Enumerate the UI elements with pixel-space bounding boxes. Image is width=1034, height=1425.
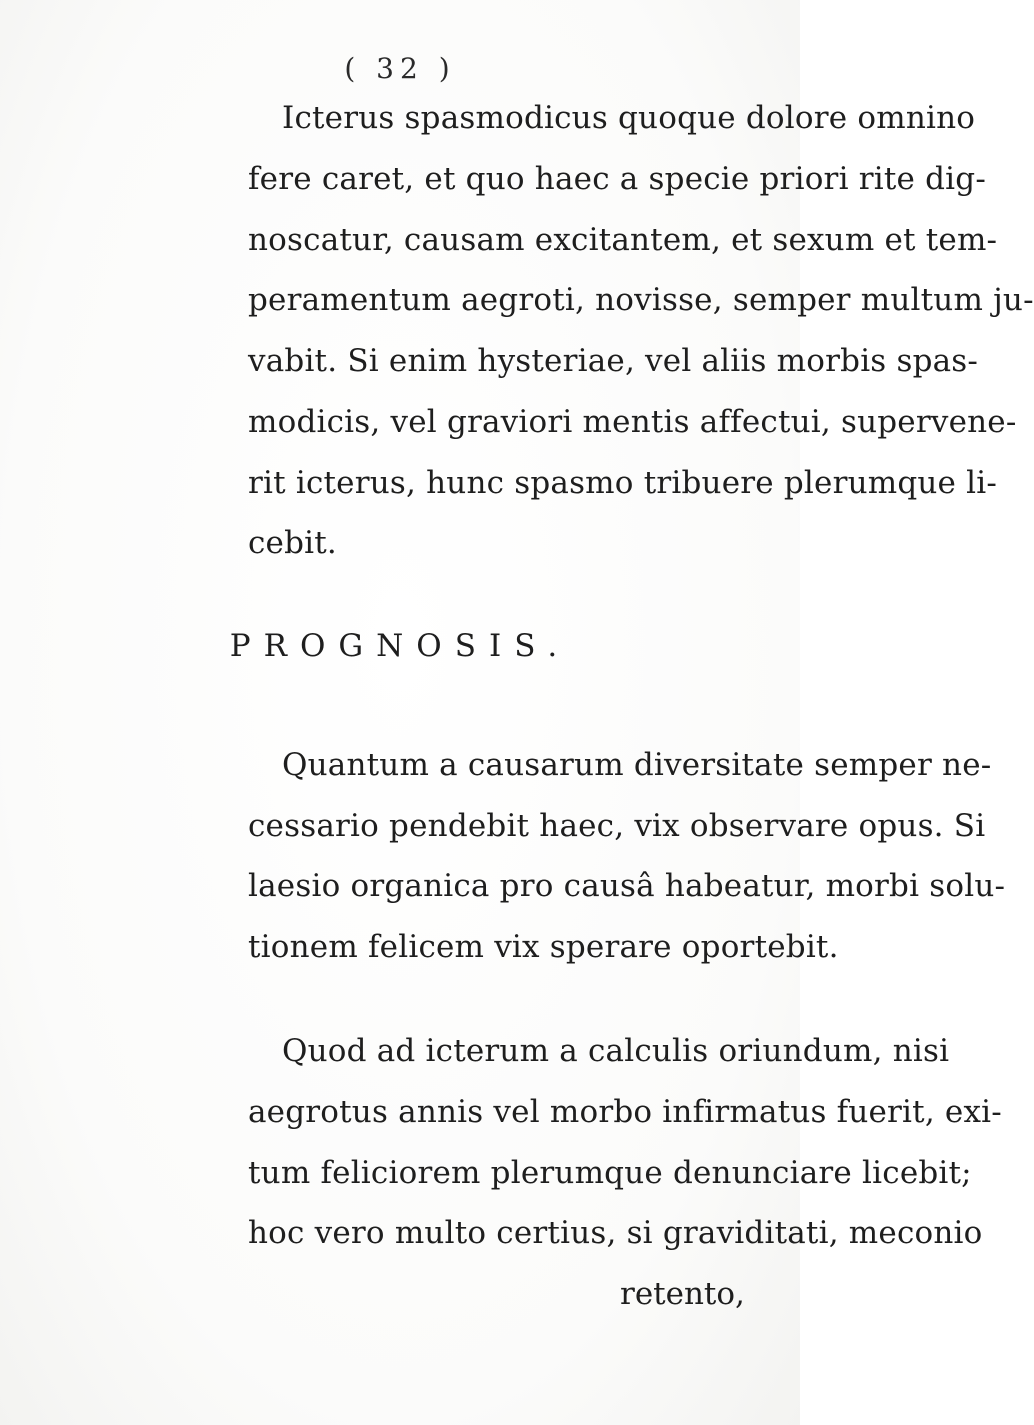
page-number: ( 32 ) bbox=[344, 52, 456, 85]
text-line: tum feliciorem plerumque denunciare licebit; bbox=[248, 1155, 972, 1191]
text-line: aegrotus annis vel morbo infirmatus fuerit, exi- bbox=[248, 1094, 1002, 1130]
text-line: peramentum aegroti, novisse, semper multum ju- bbox=[248, 282, 1034, 318]
text-line: Icterus spasmodicus quoque dolore omnino bbox=[282, 100, 976, 136]
text-line: noscatur, causam excitantem, et sexum et tem- bbox=[248, 222, 998, 258]
text-line: hoc vero multo certius, si graviditati, meconio bbox=[248, 1215, 983, 1251]
text-line: rit icterus, hunc spasmo tribuere plerumque li- bbox=[248, 465, 998, 501]
text-line: modicis, vel graviori mentis affectui, supervene- bbox=[248, 404, 1017, 440]
text-line: vabit. Si enim hysteriae, vel aliis morbis spas- bbox=[248, 343, 979, 379]
text-line: cebit. bbox=[248, 525, 337, 561]
text-line: Quod ad icterum a calculis oriundum, nisi bbox=[282, 1033, 950, 1069]
text-line: laesio organica pro causâ habeatur, morbi solu- bbox=[248, 868, 1006, 904]
text-line: fere caret, et quo haec a specie priori rite dig- bbox=[248, 161, 987, 197]
section-heading: PROGNOSIS. bbox=[229, 628, 571, 664]
text-line: Quantum a causarum diversitate semper ne- bbox=[282, 747, 992, 783]
catchword: retento, bbox=[620, 1276, 745, 1312]
text-line: cessario pendebit haec, vix observare opus. Si bbox=[248, 808, 986, 844]
text-line: tionem felicem vix sperare oportebit. bbox=[248, 929, 839, 965]
